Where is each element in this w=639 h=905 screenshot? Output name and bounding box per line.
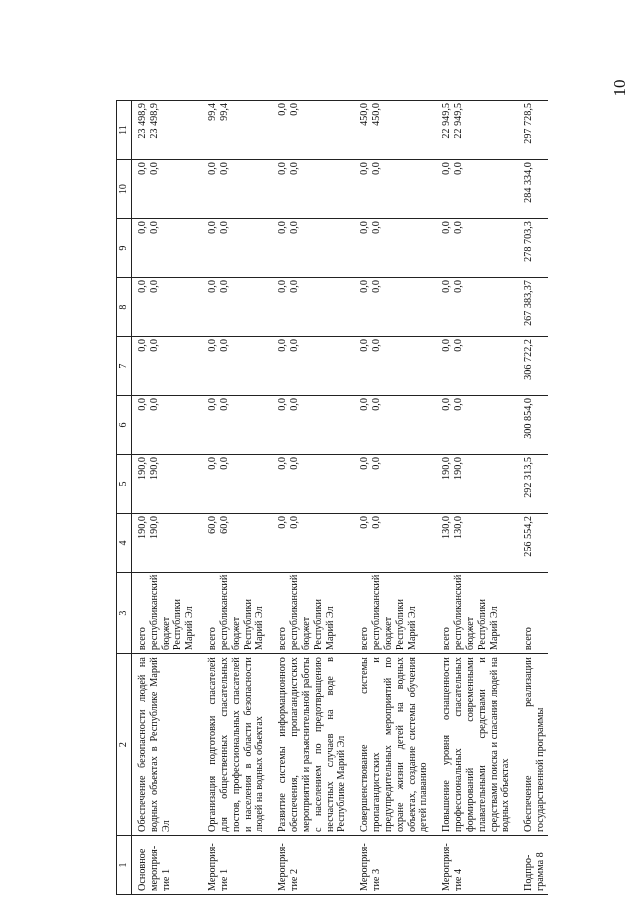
col9-cell (267, 219, 349, 278)
col6-value: 0,0 (371, 398, 383, 411)
col9-value: 0,0 (441, 221, 453, 234)
col6-value: 300 854,0 (523, 398, 535, 439)
col8-value: 0,0 (148, 280, 160, 293)
col6-cell (132, 396, 198, 455)
col9-cell (349, 219, 431, 278)
row-description: Развитие системы информационного обеспечения, пропагандистских мероприятий и разъяснительной работы с населением по предотвращению несчастных случаев на воде в Республике Марий Эл (267, 654, 349, 836)
col10-cell (267, 160, 349, 219)
col7-value: 0,0 (277, 339, 289, 352)
col4-cell (197, 514, 267, 573)
col11-cell (431, 101, 513, 160)
col-header: 10 (117, 160, 132, 219)
col6-cell (513, 396, 548, 455)
col9-value: 0,0 (289, 221, 301, 234)
funding-source: республиканский бюджет Республики Марий Эл (371, 574, 418, 651)
col-header: 3 (117, 573, 132, 654)
row-name: Основное мероприя-тие 1 (132, 836, 198, 895)
col7-cell (349, 337, 431, 396)
col8-cell (513, 278, 548, 337)
col4-value: 130,0 (441, 516, 453, 539)
col11-cell (513, 101, 548, 160)
col-header: 1 (117, 836, 132, 895)
col10-cell (513, 160, 548, 219)
col11-value: 23 498,9 (148, 103, 160, 139)
funding-source: всего (207, 627, 219, 651)
col10-cell (349, 160, 431, 219)
col6-cell (267, 396, 349, 455)
col11-value: 23 498,9 (137, 103, 148, 139)
table-row (132, 101, 198, 895)
col6-cell (349, 396, 431, 455)
funding-source: республиканский бюджет Республики Марий Эл (218, 574, 266, 651)
col5-value: 0,0 (218, 457, 230, 470)
funding-source-cell (197, 573, 267, 654)
col6-value: 0,0 (277, 398, 289, 411)
col10-cell (431, 160, 513, 219)
col8-value: 0,0 (441, 280, 453, 293)
funding-source: всего (441, 627, 453, 651)
col11-cell (132, 101, 198, 160)
funding-source: всего (523, 627, 535, 651)
funding-source: республиканский бюджет Республики Марий Эл (148, 574, 196, 651)
table-row (197, 101, 267, 895)
col11-value: 22 949,5 (441, 103, 453, 139)
funding-source: всего (359, 627, 371, 651)
funding-source: всего (137, 627, 148, 651)
col8-cell (132, 278, 198, 337)
col-header: 8 (117, 278, 132, 337)
col10-cell (132, 160, 198, 219)
col4-value: 190,0 (148, 516, 160, 539)
funding-source-cell (349, 573, 431, 654)
row-name: Мероприя-тие 4 (431, 836, 513, 895)
col7-cell (132, 337, 198, 396)
col7-value: 0,0 (453, 339, 465, 352)
col9-cell (513, 219, 548, 278)
col7-value: 0,0 (148, 339, 160, 352)
col11-value: 0,0 (277, 103, 289, 116)
col7-value: 0,0 (218, 339, 230, 352)
col10-value: 0,0 (137, 162, 148, 175)
col8-cell (431, 278, 513, 337)
col4-cell (267, 514, 349, 573)
page-number: 10 (610, 79, 629, 97)
col5-value: 0,0 (207, 457, 219, 470)
col4-value: 130,0 (453, 516, 465, 539)
col4-value: 0,0 (289, 516, 301, 529)
col6-value: 0,0 (218, 398, 230, 411)
col10-value: 284 334,0 (523, 162, 535, 203)
col7-cell (197, 337, 267, 396)
col8-value: 0,0 (218, 280, 230, 293)
col7-value: 0,0 (137, 339, 148, 352)
col8-cell (349, 278, 431, 337)
table-row (349, 101, 431, 895)
col11-value: 297 728,5 (523, 103, 535, 144)
col-header: 5 (117, 455, 132, 514)
col8-value: 0,0 (359, 280, 371, 293)
col11-value: 450,0 (359, 103, 371, 126)
col8-value: 267 383,37 (523, 280, 535, 326)
col5-value: 0,0 (359, 457, 371, 470)
col4-value: 0,0 (277, 516, 289, 529)
col6-value: 0,0 (207, 398, 219, 411)
funding-source-cell (513, 573, 548, 654)
col10-cell (197, 160, 267, 219)
col7-value: 0,0 (371, 339, 383, 352)
col10-value: 0,0 (148, 162, 160, 175)
col11-value: 99,4 (207, 103, 219, 121)
col8-value: 0,0 (289, 280, 301, 293)
funding-source: республиканский бюджет Республики Марий Эл (289, 574, 336, 651)
col4-value: 60,0 (218, 516, 230, 534)
col11-value: 99,4 (218, 103, 230, 121)
table-row (431, 101, 513, 895)
col5-value: 190,0 (453, 457, 465, 480)
col8-value: 0,0 (137, 280, 148, 293)
col4-value: 190,0 (137, 516, 148, 539)
row-name: Подпро-грамма 8 (513, 836, 548, 895)
col5-value: 190,0 (137, 457, 148, 480)
funding-source-cell (132, 573, 198, 654)
col7-value: 306 722,2 (523, 339, 535, 380)
row-name: Мероприя-тие 3 (349, 836, 431, 895)
row-name: Мероприя-тие 2 (267, 836, 349, 895)
col10-value: 0,0 (207, 162, 219, 175)
col-header: 4 (117, 514, 132, 573)
col10-value: 0,0 (453, 162, 465, 175)
col8-cell (267, 278, 349, 337)
col7-value: 0,0 (441, 339, 453, 352)
col-header: 7 (117, 337, 132, 396)
funding-source-cell (267, 573, 349, 654)
col8-value: 0,0 (277, 280, 289, 293)
col7-value: 0,0 (359, 339, 371, 352)
col9-value: 0,0 (207, 221, 219, 234)
row-description: Организация подготовки спасателей для общественных спасательных постов, профессиональных спасателей и населения в области безопасности людей на водных объектах (197, 654, 267, 836)
col6-value: 0,0 (453, 398, 465, 411)
col9-value: 0,0 (359, 221, 371, 234)
col7-value: 0,0 (207, 339, 219, 352)
rotated-table-container (116, 100, 548, 895)
col4-cell (431, 514, 513, 573)
header-row (117, 101, 132, 895)
col10-value: 0,0 (441, 162, 453, 175)
col9-value: 0,0 (148, 221, 160, 234)
col8-value: 0,0 (207, 280, 219, 293)
col4-cell (132, 514, 198, 573)
col9-cell (197, 219, 267, 278)
col9-value: 0,0 (371, 221, 383, 234)
col6-value: 0,0 (289, 398, 301, 411)
row-description: Обеспечение реализации государственной программы (513, 654, 548, 836)
col7-cell (267, 337, 349, 396)
col9-value: 0,0 (218, 221, 230, 234)
col11-value: 22 949,5 (453, 103, 465, 139)
col5-cell (267, 455, 349, 514)
col4-value: 0,0 (371, 516, 383, 529)
col11-cell (349, 101, 431, 160)
col11-value: 0,0 (289, 103, 301, 116)
funding-source-cell (431, 573, 513, 654)
col10-value: 0,0 (218, 162, 230, 175)
col7-cell (431, 337, 513, 396)
col6-value: 0,0 (441, 398, 453, 411)
col-header: 6 (117, 396, 132, 455)
col5-value: 190,0 (148, 457, 160, 480)
col5-cell (431, 455, 513, 514)
col11-value: 450,0 (371, 103, 383, 126)
col11-cell (197, 101, 267, 160)
col-header: 11 (117, 101, 132, 160)
col8-value: 0,0 (371, 280, 383, 293)
col6-value: 0,0 (137, 398, 148, 411)
col7-cell (513, 337, 548, 396)
col9-value: 0,0 (137, 221, 148, 234)
col9-value: 0,0 (277, 221, 289, 234)
col5-cell (197, 455, 267, 514)
col10-value: 0,0 (359, 162, 371, 175)
col-header: 2 (117, 654, 132, 836)
col9-value: 0,0 (453, 221, 465, 234)
col4-value: 256 554,2 (523, 516, 535, 557)
row-description: Совершенствование системы пропагандистских и предупредительных мероприятий по охране жизни детей на водных объектах, создание системы обучения детей плаванию (349, 654, 431, 836)
col4-cell (513, 514, 548, 573)
col-header: 9 (117, 219, 132, 278)
col5-cell (513, 455, 548, 514)
col5-value: 0,0 (289, 457, 301, 470)
col4-value: 60,0 (207, 516, 219, 534)
col10-value: 0,0 (277, 162, 289, 175)
col5-value: 0,0 (371, 457, 383, 470)
col5-value: 190,0 (441, 457, 453, 480)
row-name: Мероприя-тие 1 (197, 836, 267, 895)
col5-value: 0,0 (277, 457, 289, 470)
col9-cell (132, 219, 198, 278)
col9-cell (431, 219, 513, 278)
col6-value: 0,0 (148, 398, 160, 411)
col5-cell (132, 455, 198, 514)
col11-cell (267, 101, 349, 160)
col4-value: 0,0 (359, 516, 371, 529)
col8-cell (197, 278, 267, 337)
col5-value: 292 313,5 (523, 457, 535, 498)
col4-cell (349, 514, 431, 573)
col10-value: 0,0 (371, 162, 383, 175)
col6-cell (431, 396, 513, 455)
table-row (267, 101, 349, 895)
row-description: Повышение уровня оснащенности профессиональных спасательных формирований современными плавательными средствами и средствами поиска и спасания людей на водных объектах (431, 654, 513, 836)
funding-source: всего (277, 627, 289, 651)
col5-cell (349, 455, 431, 514)
col8-value: 0,0 (453, 280, 465, 293)
col10-value: 0,0 (289, 162, 301, 175)
financing-table (116, 100, 548, 895)
table-row (513, 101, 548, 895)
col6-value: 0,0 (359, 398, 371, 411)
funding-source: республиканский бюджет Республики Марий Эл (453, 574, 500, 651)
col9-value: 278 703,3 (523, 221, 535, 262)
row-description: Обеспечение безопасности людей на водных объектах в Республике Марий Эл (132, 654, 198, 836)
col6-cell (197, 396, 267, 455)
col7-value: 0,0 (289, 339, 301, 352)
